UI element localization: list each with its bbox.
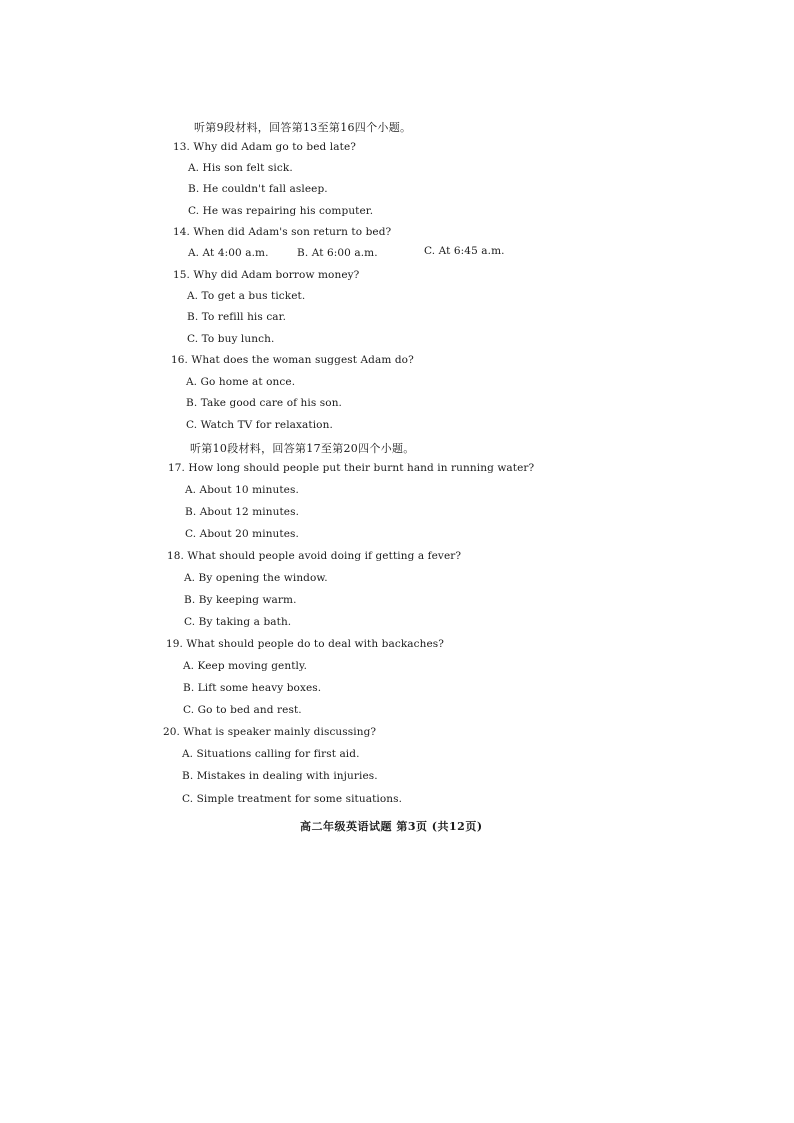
- question-20-option-c: C. Simple treatment for some situations.: [182, 793, 403, 805]
- question-19-option-a: A. Keep moving gently.: [183, 660, 308, 672]
- question-18-option-b: B. By keeping warm.: [184, 594, 297, 606]
- question-16-option-c: C. Watch TV for relaxation.: [186, 419, 333, 431]
- question-17-option-a: A. About 10 minutes.: [185, 484, 299, 496]
- question-19-option-b: B. Lift some heavy boxes.: [183, 682, 322, 694]
- question-13-option-b: B. He couldn't fall asleep.: [188, 183, 328, 195]
- question-14-option-a: A. At 4:00 a.m.: [188, 247, 269, 259]
- section-heading-10: 听第10段材料，回答第17至第20四个小题。: [190, 442, 415, 455]
- question-20-stem: 20. What is speaker mainly discussing?: [163, 726, 377, 738]
- question-19-option-c: C. Go to bed and rest.: [183, 704, 302, 716]
- question-19-stem: 19. What should people do to deal with backaches?: [166, 638, 445, 650]
- question-16-option-a: A. Go home at once.: [186, 376, 296, 388]
- question-17-stem: 17. How long should people put their burnt hand in running water?: [168, 462, 535, 474]
- question-15-stem: 15. Why did Adam borrow money?: [173, 269, 360, 281]
- question-17-option-b: B. About 12 minutes.: [185, 506, 300, 518]
- question-17-option-c: C. About 20 minutes.: [185, 528, 299, 540]
- question-15-option-b: B. To refill his car.: [187, 311, 287, 323]
- question-14-stem: 14. When did Adam's son return to bed?: [173, 226, 392, 238]
- question-13-option-a: A. His son felt sick.: [188, 162, 293, 174]
- section-heading-9: 听第9段材料，回答第13至第16四个小题。: [194, 121, 412, 134]
- question-18-stem: 18. What should people avoid doing if getting a fever?: [167, 550, 462, 562]
- question-13-stem: 13. Why did Adam go to bed late?: [173, 141, 356, 153]
- page-footer: 高二年级英语试题 第3页 (共12页): [300, 820, 483, 833]
- question-18-option-a: A. By opening the window.: [184, 572, 328, 584]
- question-15-option-c: C. To buy lunch.: [187, 333, 275, 345]
- question-16-stem: 16. What does the woman suggest Adam do?: [171, 354, 414, 366]
- question-20-option-a: A. Situations calling for first aid.: [182, 748, 360, 760]
- question-13-option-c: C. He was repairing his computer.: [188, 205, 374, 217]
- question-16-option-b: B. Take good care of his son.: [186, 397, 342, 409]
- question-20-option-b: B. Mistakes in dealing with injuries.: [182, 770, 378, 782]
- question-18-option-c: C. By taking a bath.: [184, 616, 292, 628]
- question-15-option-a: A. To get a bus ticket.: [187, 290, 306, 302]
- question-14-option-c: C. At 6:45 a.m.: [424, 245, 505, 257]
- question-14-option-b: B. At 6:00 a.m.: [297, 247, 378, 259]
